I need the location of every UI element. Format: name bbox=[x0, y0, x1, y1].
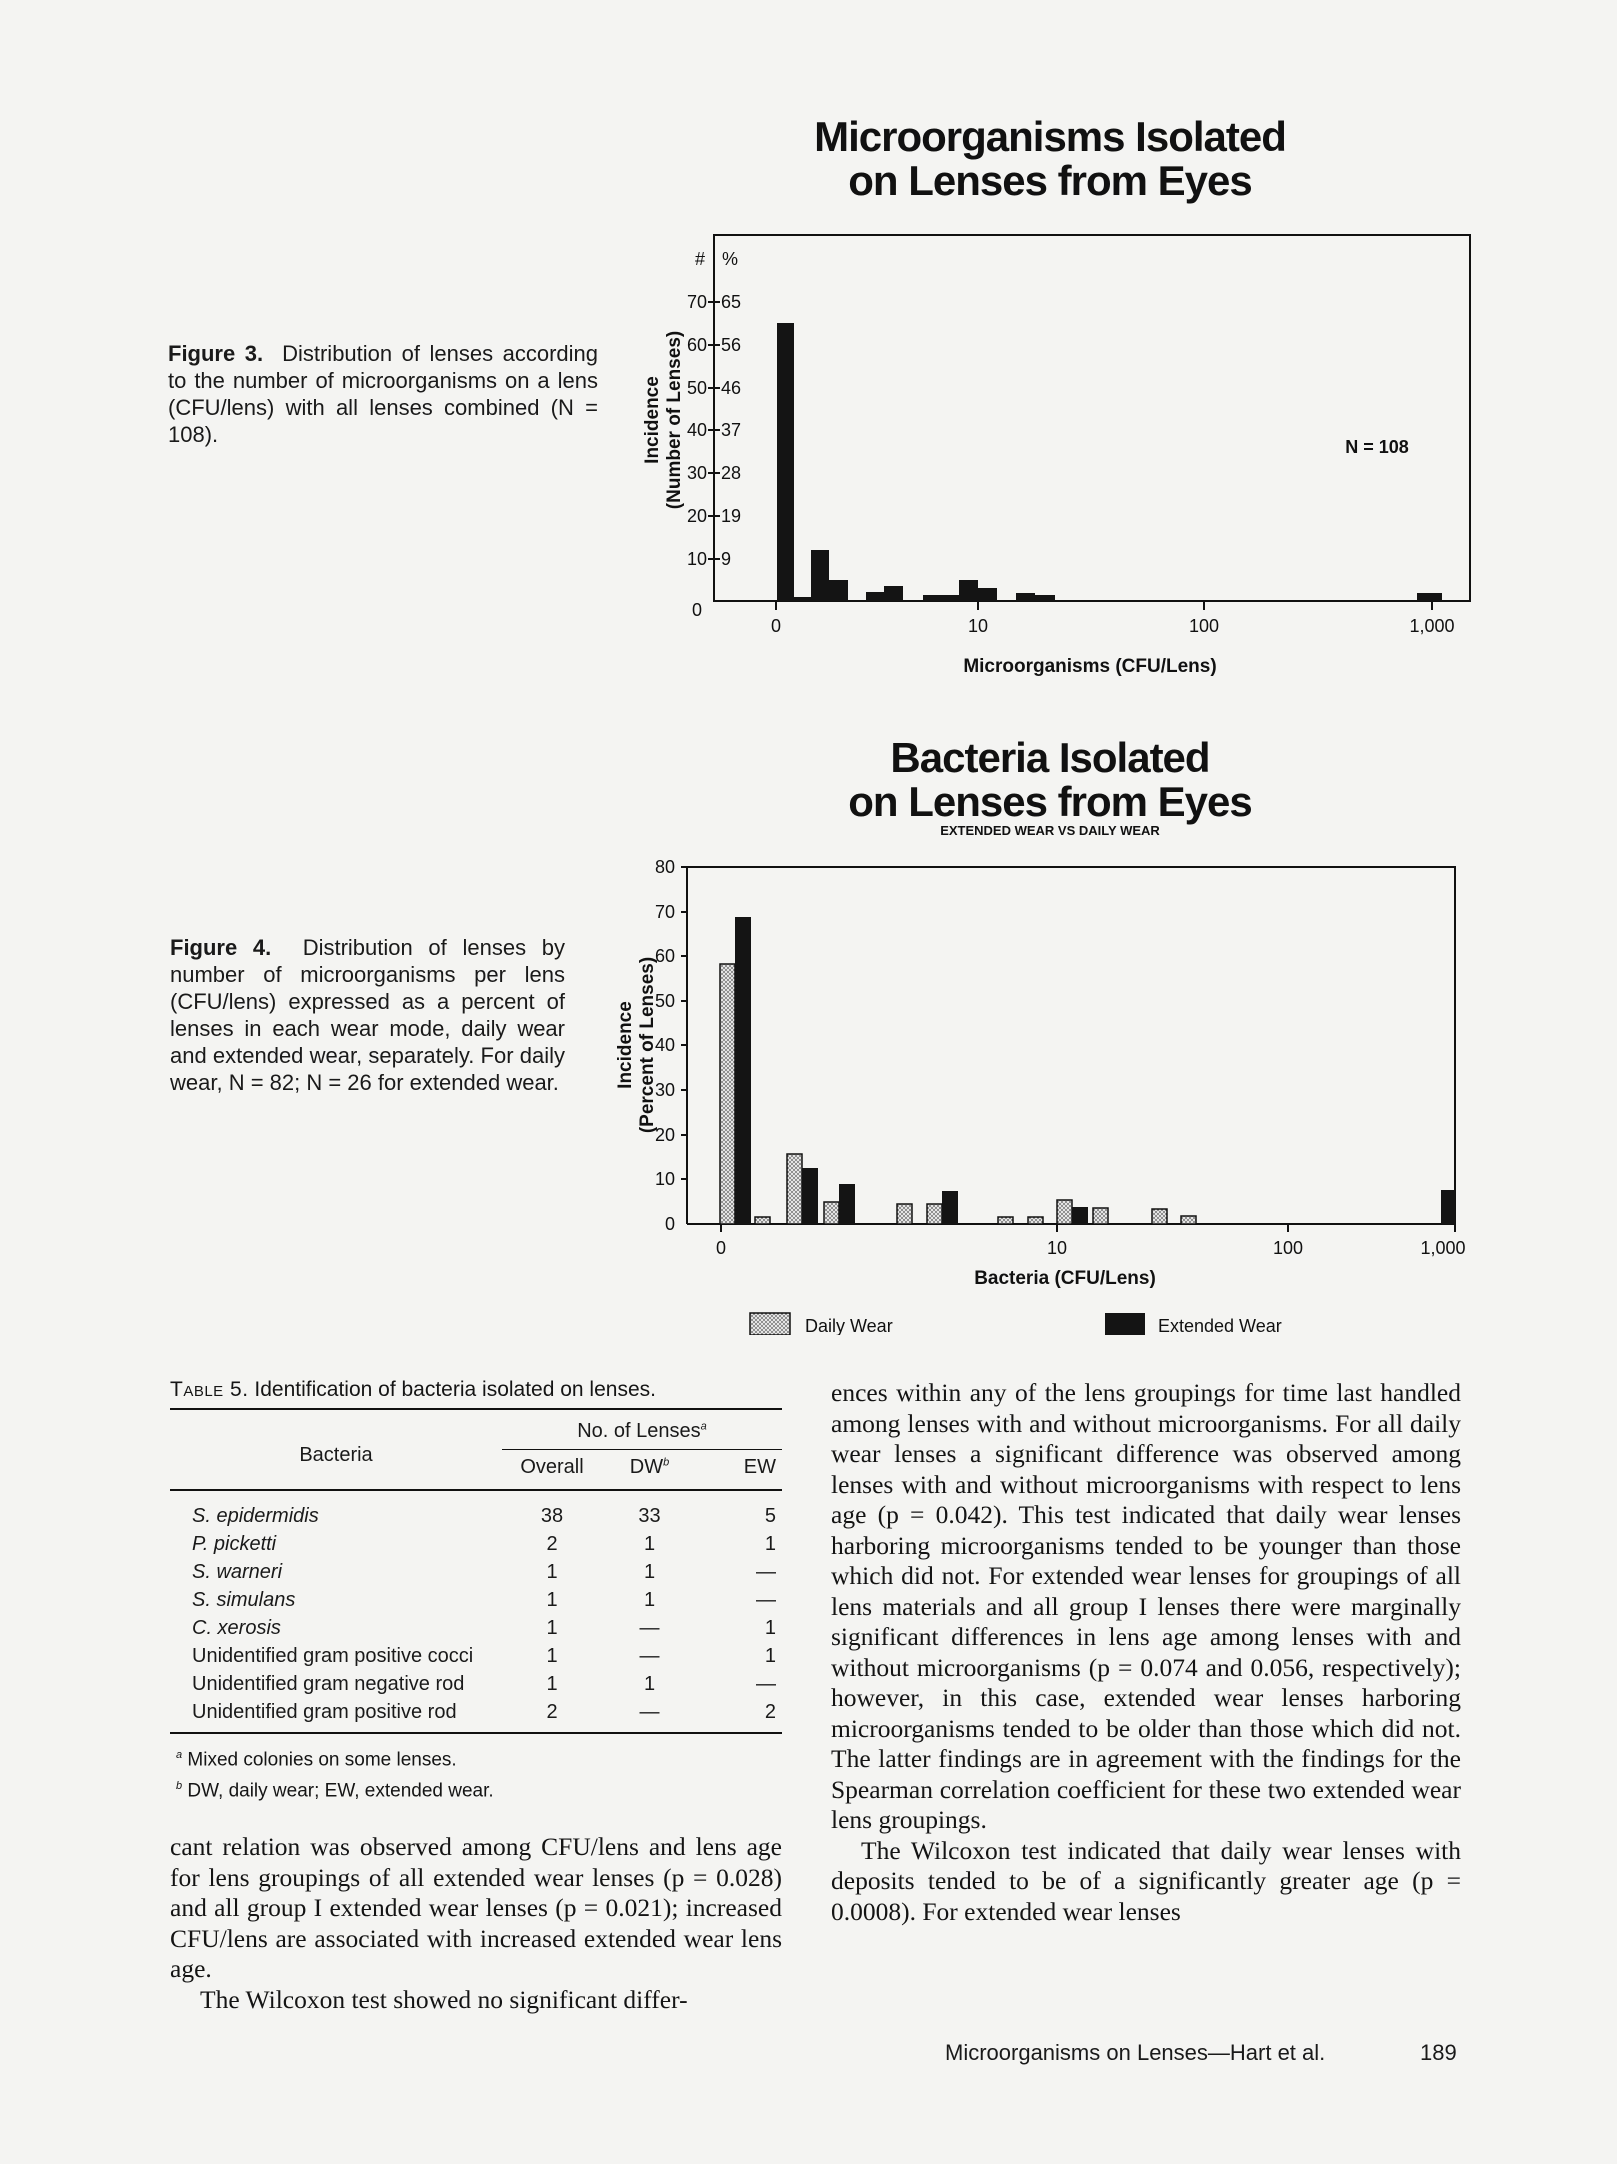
ew-count: 5 bbox=[764, 1505, 776, 1527]
y-header-count: # bbox=[694, 249, 706, 269]
col-header-dw bbox=[602, 1450, 697, 1491]
ew-count: 2 bbox=[764, 1701, 776, 1723]
col-group-label: No. of Lenses bbox=[577, 1420, 701, 1442]
col-header-bacteria: Bacteria bbox=[299, 1443, 373, 1466]
n-annotation: N = 108 bbox=[1345, 437, 1409, 457]
dw-count: — bbox=[639, 1701, 660, 1723]
svg-text:10: 10 bbox=[1046, 1238, 1068, 1258]
dw-count: 1 bbox=[643, 1561, 656, 1583]
chart-1-title bbox=[760, 115, 1340, 203]
table-row bbox=[170, 1558, 782, 1586]
svg-text:50: 50 bbox=[654, 991, 675, 1011]
svg-text:10: 10 bbox=[967, 616, 989, 636]
left-paragraph-2: The Wilcoxon test showed no significant differ- bbox=[200, 1984, 688, 2014]
legend-extended-swatch bbox=[1105, 1313, 1145, 1335]
table-5-grid bbox=[170, 1410, 782, 1726]
table-5 bbox=[170, 1408, 782, 1805]
figure-4-label: Figure 4. bbox=[170, 935, 272, 960]
svg-text:0: 0 bbox=[770, 616, 782, 636]
legend-extended-label: Extended Wear bbox=[1158, 1316, 1282, 1335]
svg-text:19: 19 bbox=[721, 506, 742, 526]
svg-text:0: 0 bbox=[715, 1238, 727, 1258]
chart-2-legend bbox=[750, 1313, 1282, 1335]
extended-wear-bars bbox=[735, 917, 1455, 1224]
chart-1-title-line-2: on Lenses from Eyes bbox=[848, 157, 1252, 204]
svg-text:30: 30 bbox=[686, 463, 707, 483]
overall-count: 1 bbox=[546, 1589, 558, 1611]
chart-2-x-tick-labels bbox=[716, 1238, 1466, 1258]
bacteria-name: S. warneri bbox=[192, 1561, 283, 1583]
overall-count: 2 bbox=[546, 1701, 558, 1723]
ew-count: 1 bbox=[764, 1645, 776, 1667]
svg-text:100: 100 bbox=[1272, 1238, 1304, 1258]
running-head: Microorganisms on Lenses—Hart et al. bbox=[945, 2040, 1326, 2065]
bacteria-name: Unidentified gram positive cocci bbox=[192, 1645, 474, 1667]
svg-text:40: 40 bbox=[654, 1035, 675, 1055]
right-paragraph-1: ences within any of the lens groupings for time last handled among lenses with and without microorganisms. For all daily wear lenses a significant difference was observed among lenses with and without microorganisms with respect to lens age (p = 0.042). This test indicated that daily wear lenses harboring microorganisms tended to be younger than those which did not. For extended wear lenses for groupings of all lens materials and all group I lenses there were marginally significant differences in lens age among lenses with and without microorganisms (p = 0.074 and 0.056, respectively); however, in this case, extended wear lenses harboring microorganisms tended to be older than those which did not. The latter findings are in agreement with the findings for the Spearman correlation coefficient for these two extended wear lens groupings. bbox=[831, 1378, 1461, 1834]
svg-text:1,000: 1,000 bbox=[1409, 616, 1455, 636]
svg-text:50: 50 bbox=[686, 378, 707, 398]
chart-2-x-label: Bacteria (CFU/Lens) bbox=[974, 1268, 1156, 1289]
dw-count: — bbox=[639, 1645, 660, 1667]
table-row bbox=[170, 1586, 782, 1614]
overall-count: 38 bbox=[540, 1505, 564, 1527]
svg-text:60: 60 bbox=[686, 335, 707, 355]
svg-text:Incidence: Incidence bbox=[642, 376, 663, 464]
chart-2-subtitle: EXTENDED WEAR VS DAILY WEAR bbox=[940, 823, 1160, 838]
col-header-no-of-lenses bbox=[502, 1410, 782, 1450]
chart-1-y-label bbox=[642, 331, 685, 509]
svg-text:65: 65 bbox=[721, 292, 742, 312]
bacteria-name: S. epidermidis bbox=[192, 1505, 319, 1527]
col-header-ew: EW bbox=[743, 1456, 776, 1478]
figure-4-caption-text: Distribution of lenses by number of microorganisms per lens (CFU/lens) expressed as a percent of lenses in each wear mode, daily wear and extended wear, separately. For daily wear, N = 82; N = 26 for extended wear. bbox=[170, 935, 566, 1095]
table-row bbox=[170, 1490, 782, 1530]
svg-text:70: 70 bbox=[686, 292, 707, 312]
legend-daily-label: Daily Wear bbox=[805, 1316, 893, 1335]
dw-count: 1 bbox=[643, 1673, 656, 1695]
svg-text:9: 9 bbox=[721, 549, 732, 569]
chart-2-plot bbox=[595, 855, 1475, 1335]
svg-text:100: 100 bbox=[1188, 616, 1220, 636]
overall-count: 1 bbox=[546, 1673, 558, 1695]
chart-1-x-tick-labels bbox=[771, 616, 1455, 636]
figure-3-caption-text: Distribution of lenses according to the number of microorganisms on a lens (CFU/lens) with all lenses combined (N = 108). bbox=[168, 341, 598, 447]
dw-count: 1 bbox=[643, 1589, 656, 1611]
svg-text:60: 60 bbox=[654, 946, 675, 966]
svg-text:46: 46 bbox=[721, 378, 742, 398]
svg-text:37: 37 bbox=[721, 420, 742, 440]
chart-1-x-label: Microorganisms (CFU/Lens) bbox=[963, 656, 1217, 677]
svg-text:20: 20 bbox=[654, 1125, 675, 1145]
footnote-b: $^b$ DW, daily wear; EW, extended wear. bbox=[176, 1780, 494, 1802]
footnote-a: $^a$ Mixed colonies on some lenses. bbox=[176, 1749, 457, 1771]
svg-text:Incidence: Incidence bbox=[615, 1001, 636, 1089]
chart-1-x-ticks bbox=[776, 601, 1432, 610]
daily-wear-bars bbox=[720, 964, 1196, 1224]
table-row bbox=[170, 1670, 782, 1698]
ew-count: — bbox=[756, 1673, 776, 1695]
table-5-footnotes bbox=[170, 1742, 782, 1805]
ew-count: — bbox=[756, 1561, 776, 1583]
bacteria-name: Unidentified gram positive rod bbox=[192, 1701, 457, 1723]
table-5-label: Table 5. bbox=[170, 1378, 249, 1401]
chart-2-title bbox=[760, 736, 1340, 824]
y-header-percent: % bbox=[721, 249, 739, 269]
page-number: 189 bbox=[1420, 2040, 1457, 2065]
ew-count: 1 bbox=[764, 1617, 776, 1639]
ew-count: — bbox=[756, 1589, 776, 1611]
figure-3-label: Figure 3. bbox=[168, 341, 264, 366]
overall-count: 1 bbox=[546, 1617, 558, 1639]
svg-text:40: 40 bbox=[686, 420, 707, 440]
svg-text:1,000: 1,000 bbox=[1420, 1238, 1466, 1258]
figure-3-caption bbox=[168, 340, 598, 448]
overall-count: 1 bbox=[546, 1561, 558, 1583]
svg-text:(Number of Lenses): (Number of Lenses) bbox=[664, 330, 685, 510]
svg-text:30: 30 bbox=[654, 1080, 675, 1100]
chart-2-title-line-1: Bacteria Isolated bbox=[890, 734, 1210, 781]
svg-text:80: 80 bbox=[654, 857, 675, 877]
dw-count: 1 bbox=[643, 1533, 656, 1555]
chart-1-frame bbox=[714, 235, 1470, 601]
bacteria-name: P. picketti bbox=[192, 1533, 277, 1555]
table-5-title-text: Identification of bacteria isolated on lenses. bbox=[254, 1378, 656, 1401]
table-5-body bbox=[170, 1490, 782, 1726]
overall-count: 1 bbox=[546, 1645, 558, 1667]
bacteria-name: C. xerosis bbox=[192, 1617, 281, 1639]
chart-1-title-line-1: Microorganisms Isolated bbox=[814, 113, 1286, 160]
figure-4-caption bbox=[170, 934, 565, 1096]
table-row bbox=[170, 1642, 782, 1670]
svg-text:(Percent of Lenses): (Percent of Lenses) bbox=[637, 956, 658, 1134]
table-row bbox=[170, 1530, 782, 1558]
bacteria-name: Unidentified gram negative rod bbox=[192, 1673, 465, 1695]
bacteria-name: S. simulans bbox=[192, 1589, 296, 1611]
left-paragraph-1: cant relation was observed among CFU/lens and lens age for lens groupings of all extended wear lenses (p = 0.028) and all group I extended wear lenses (p = 0.021); increased CFU/lens are associated with increased extended wear lens age. bbox=[170, 1832, 782, 1983]
svg-text:0: 0 bbox=[664, 1214, 675, 1234]
chart-2-x-ticks bbox=[721, 1224, 1455, 1232]
right-paragraph-2: The Wilcoxon test indicated that daily wear lenses with deposits tended to be of a significantly greater age (p = 0.0008). For extended wear lenses bbox=[831, 1835, 1461, 1926]
ew-count: 1 bbox=[764, 1533, 776, 1555]
table-row bbox=[170, 1698, 782, 1726]
footnote-marker-a: a bbox=[700, 1420, 707, 1433]
footnote-marker-b: b bbox=[663, 1456, 670, 1469]
table-row bbox=[170, 1614, 782, 1642]
svg-text:70: 70 bbox=[654, 902, 675, 922]
chart-2-y-label bbox=[615, 957, 658, 1133]
svg-text:10: 10 bbox=[686, 549, 707, 569]
legend-daily-swatch bbox=[750, 1313, 790, 1335]
svg-text:28: 28 bbox=[721, 463, 742, 483]
body-column-right bbox=[831, 1378, 1461, 1927]
col-dw-label: DW bbox=[629, 1456, 664, 1478]
body-column-left bbox=[170, 1832, 782, 2015]
svg-text:56: 56 bbox=[721, 335, 742, 355]
svg-text:20: 20 bbox=[686, 506, 707, 526]
svg-text:0: 0 bbox=[691, 600, 702, 620]
svg-text:10: 10 bbox=[654, 1169, 675, 1189]
dw-count: — bbox=[639, 1617, 660, 1639]
chart-1-bars bbox=[777, 323, 1442, 601]
overall-count: 2 bbox=[546, 1533, 558, 1555]
col-header-overall: Overall bbox=[520, 1456, 584, 1478]
chart-2-title-line-2: on Lenses from Eyes bbox=[848, 778, 1252, 825]
chart-1-plot bbox=[620, 220, 1480, 690]
table-5-title bbox=[170, 1378, 656, 1402]
dw-count: 33 bbox=[638, 1505, 661, 1527]
